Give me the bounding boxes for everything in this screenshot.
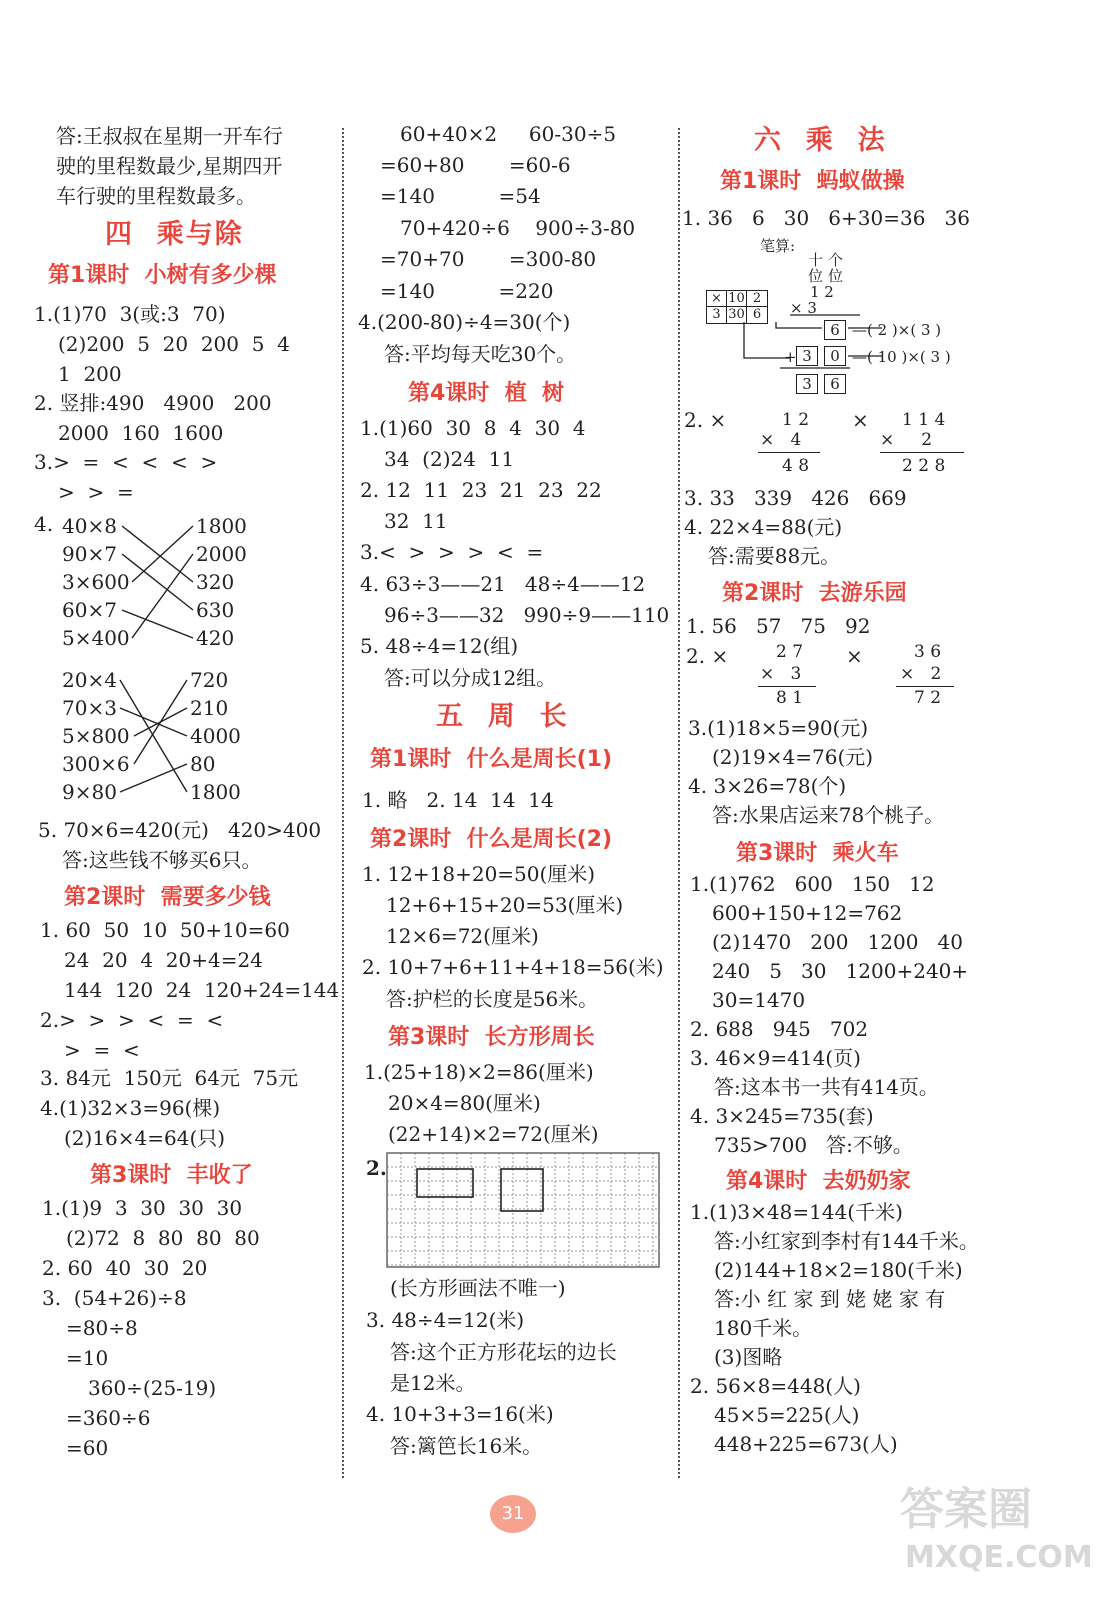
vert-line: × 2 [900, 664, 942, 684]
unit-title: 四 乘与除 [105, 219, 244, 250]
vert-line: 7 2 [914, 688, 942, 708]
match-left: 90×7 [62, 542, 117, 566]
note-line: —( 10 )×( 3 ) [852, 348, 951, 366]
question-number: 2. [366, 1156, 387, 1180]
answer-line: 20×4=80(厘米) [388, 1091, 541, 1115]
bisuan-label: 笔算: [760, 237, 796, 255]
answer-line: 4. 3×245=735(套) [690, 1104, 874, 1128]
answer-line: 2. 竖排:490 4900 200 [34, 391, 272, 415]
answer-line: 1. 56 57 75 92 [686, 614, 871, 638]
match-left: 3×600 [62, 570, 130, 594]
vert-line: 1 2 [782, 410, 810, 430]
match-right: 1800 [190, 780, 241, 804]
grid-drawing [386, 1152, 662, 1270]
answer-line: 答:平均每天吃30个。 [384, 342, 577, 366]
answer-line: 12+6+15+20=53(厘米) [386, 893, 624, 917]
table-cell: 2 [747, 291, 767, 307]
answer-line: × [852, 408, 869, 432]
answer-line: 30=1470 [712, 988, 806, 1012]
place-one: 个 [828, 251, 844, 269]
watermark-logo: 答案圈 [900, 1484, 1032, 1535]
answer-line: 2. 12 11 23 21 23 22 [360, 478, 602, 502]
answer-line: 3.< > > > < = [360, 540, 544, 564]
answer-line: 5. 48÷4=12(组) [360, 634, 519, 658]
answer-line: 600+150+12=762 [712, 901, 903, 925]
answer-line: (22+14)×2=72(厘米) [388, 1122, 599, 1146]
vert-rule [896, 686, 954, 687]
answer-line: 1.(25+18)×2=86(厘米) [364, 1060, 594, 1084]
answer-line: 答:小红家到李村有144千米。 [714, 1229, 979, 1253]
answer-line: 1. 36 6 30 6+30=36 36 [682, 206, 970, 230]
answer-line: 2. 60 40 30 20 [42, 1256, 208, 1280]
match-left: 5×400 [62, 626, 130, 650]
answer-line: 2. 688 945 702 [690, 1017, 869, 1041]
match-right: 4000 [190, 724, 241, 748]
answer-line: 4.(1)32×3=96(棵) [40, 1096, 221, 1120]
answer-line: 24 20 4 20+4=24 [64, 948, 263, 972]
answer-line: =360÷6 [66, 1406, 151, 1430]
result-box: 3 [796, 346, 818, 366]
answer-line: 70+420÷6 900÷3-80 [400, 216, 636, 240]
answer-line: 3. 84元 150元 64元 75元 [40, 1066, 299, 1090]
result-box: 6 [824, 320, 846, 340]
answer-line: 1.(1)3×48=144(千米) [690, 1200, 903, 1224]
result-box: 0 [824, 346, 846, 366]
answer-line: × [846, 644, 863, 668]
watermark-url: MXQE.COM [905, 1540, 1093, 1575]
vert-line: 3 6 [914, 642, 942, 662]
unit-title: 六 乘 法 [754, 125, 887, 156]
table-cell: × [707, 291, 727, 307]
match-right: 630 [196, 598, 235, 622]
answer-line: (2)200 5 20 200 5 4 [58, 332, 290, 356]
answer-line: 4. 22×4=88(元) [684, 515, 843, 539]
vert-line: × 4 [760, 430, 802, 450]
lesson-title: 第2课时 需要多少钱 [64, 885, 271, 910]
lesson-title: 第4课时 去奶奶家 [726, 1169, 911, 1194]
vert-line: 4 8 [782, 456, 810, 476]
table-cell: 3 [707, 307, 727, 323]
plus-sign: + [784, 348, 797, 366]
answer-line: 3. 48÷4=12(米) [366, 1308, 525, 1332]
answer-line: 144 120 24 120+24=144 [64, 978, 340, 1002]
answer-line: 3.> = < < < > [34, 450, 218, 474]
match-left: 20×4 [62, 668, 117, 692]
column-separator-2 [678, 128, 680, 1478]
answer-line: > > = [58, 480, 134, 504]
lesson-title: 第2课时 什么是周长(2) [370, 827, 613, 852]
vert-line: 2 7 [776, 642, 804, 662]
answer-line: 答:这些钱不够买6只。 [62, 848, 262, 872]
answer-line: 答:这本书一共有414页。 [714, 1075, 939, 1099]
answer-line: 答:水果店运来78个桃子。 [712, 803, 945, 827]
answer-line: =60 [66, 1436, 109, 1460]
answer-line: 4. 63÷3——21 48÷4——12 [360, 572, 646, 596]
answer-line: 735>700 答:不够。 [714, 1133, 913, 1157]
answer-line: 答:这个正方形花坛的边长 [390, 1340, 617, 1364]
answer-line: 2. 56×8=448(人) [690, 1374, 861, 1398]
answer-line: 1.(1)9 3 30 30 30 [42, 1196, 243, 1220]
note-line: —( 2 )×( 3 ) [852, 321, 942, 339]
match-left: 9×80 [62, 780, 117, 804]
result-box: 3 [796, 374, 818, 394]
answer-line: (2)16×4=64(只) [64, 1126, 226, 1150]
answer-line: 4.(200-80)÷4=30(个) [358, 310, 571, 334]
answer-line: 答:可以分成12组。 [384, 666, 557, 690]
match-left: 5×800 [62, 724, 130, 748]
place-wei-1: 位 [808, 267, 824, 285]
vert-line: 2 2 8 [902, 456, 946, 476]
answer-line: 12×6=72(厘米) [386, 924, 539, 948]
calc-number-1: 1 2 [810, 283, 834, 301]
vert-rule [758, 686, 816, 687]
answer-line: 360÷(25-19) [88, 1376, 217, 1400]
answer-line: > = < [64, 1038, 140, 1062]
answer-line: 是12米。 [390, 1371, 476, 1395]
result-box: 6 [824, 374, 846, 394]
answer-line: 32 11 [384, 509, 448, 533]
answer-line: (2)1470 200 1200 40 [712, 930, 963, 954]
answer-line: 车行驶的里程数最多。 [56, 184, 256, 208]
match-right: 420 [196, 626, 235, 650]
vert-line: × 2 [880, 430, 933, 450]
answer-line: =140 =220 [380, 279, 554, 303]
answer-line: 2.> > > < = < [40, 1008, 224, 1032]
answer-line: 5. 70×6=420(元) 420>400 [38, 818, 322, 842]
lesson-title: 第1课时 小树有多少棵 [48, 263, 277, 288]
lesson-title: 第2课时 去游乐园 [722, 581, 907, 606]
answer-line: =80÷8 [66, 1316, 138, 1340]
match-left: 60×7 [62, 598, 117, 622]
match-left: 40×8 [62, 514, 117, 538]
match-right: 210 [190, 696, 229, 720]
lesson-title: 第3课时 乘火车 [736, 841, 899, 866]
answer-line: 1. 60 50 10 50+10=60 [40, 918, 290, 942]
column-separator-1 [342, 128, 344, 1478]
match-left: 70×3 [62, 696, 117, 720]
lesson-title: 第3课时 丰收了 [90, 1163, 253, 1188]
answer-line: 240 5 30 1200+240+ [712, 959, 969, 983]
answer-line: 1. 12+18+20=50(厘米) [362, 862, 596, 886]
table-cell: 10 [727, 291, 747, 307]
answer-line: 答:需要88元。 [708, 544, 841, 568]
answer-line: 4. 10+3+3=16(米) [366, 1402, 554, 1426]
answer-line: 驶的里程数最少,星期四开 [56, 154, 283, 178]
answer-line: 34 (2)24 11 [384, 447, 515, 471]
answer-line: 3. 33 339 426 669 [684, 486, 907, 510]
unit-title: 五 周 长 [436, 701, 569, 732]
answer-line: =10 [66, 1346, 109, 1370]
answer-line: 2. × [686, 644, 729, 668]
answer-line: 2. 10+7+6+11+4+18=56(米) [362, 955, 664, 979]
match-right: 2000 [196, 542, 247, 566]
answer-line: 答:护栏的长度是56米。 [386, 987, 599, 1011]
page-number: 31 [490, 1495, 536, 1533]
answer-line: 3.(1)18×5=90(元) [688, 716, 869, 740]
place-wei-2: 位 [828, 267, 844, 285]
answer-line: 1 200 [58, 362, 122, 386]
answer-line: 1.(1)60 30 8 4 30 4 [360, 416, 586, 440]
answer-line: 2000 160 1600 [58, 421, 224, 445]
question-number: 4. [34, 512, 54, 536]
match-left: 300×6 [62, 752, 130, 776]
lesson-title: 第1课时 什么是周长(1) [370, 747, 613, 772]
answer-line: (2)72 8 80 80 80 [66, 1226, 260, 1250]
lesson-title: 第1课时 蚂蚁做操 [720, 169, 905, 194]
lesson-title: 第4课时 植 树 [408, 381, 564, 406]
calc-number-2: × 3 [790, 299, 817, 317]
answer-line: 答:小 红 家 到 姥 姥 家 有 [714, 1287, 946, 1311]
answer-line: 1. 略 2. 14 14 14 [362, 788, 554, 812]
answer-line: (2)144+18×2=180(千米) [714, 1258, 963, 1282]
answer-line: 答:篱笆长16米。 [390, 1434, 543, 1458]
answer-line: 3. 46×9=414(页) [690, 1046, 861, 1070]
lesson-title: 第3课时 长方形周长 [388, 1025, 595, 1050]
match-right: 720 [190, 668, 229, 692]
vert-line: × 3 [760, 664, 802, 684]
match-right: 80 [190, 752, 216, 776]
answer-line: (3)图略 [714, 1345, 783, 1369]
rectangle-2 [501, 1169, 543, 1211]
answer-line: 448+225=673(人) [714, 1432, 898, 1456]
answer-line: 3. (54+26)÷8 [42, 1286, 187, 1310]
answer-line: 45×5=225(人) [714, 1403, 860, 1427]
answer-line: 1.(1)762 600 150 12 [690, 872, 935, 896]
answer-line: 96÷3——32 990÷9——110 [384, 603, 670, 627]
answer-line: 4. 3×26=78(个) [688, 774, 847, 798]
vert-rule [758, 452, 820, 453]
vert-line: 8 1 [776, 688, 804, 708]
vert-line: 1 1 4 [902, 410, 946, 430]
vert-rule [880, 452, 964, 453]
table-cell: 6 [752, 307, 762, 322]
answer-line: (2)19×4=76(元) [712, 745, 874, 769]
table-cell: 30 [727, 307, 747, 323]
rectangle-1 [417, 1169, 473, 1197]
match-right: 320 [196, 570, 235, 594]
answer-line: =140 =54 [380, 184, 541, 208]
answer-line: 1.(1)70 3(或:3 70) [34, 302, 226, 326]
match-lines-2 [0, 0, 340, 820]
answer-line: 答:王叔叔在星期一开车行 [56, 124, 283, 148]
answer-line: (长方形画法不唯一) [390, 1276, 566, 1300]
answer-line: 180千米。 [714, 1316, 813, 1340]
match-right: 1800 [196, 514, 247, 538]
answer-line: 2. × [684, 408, 727, 432]
place-ten: 十 [808, 251, 824, 269]
answer-line: =60+80 =60-6 [380, 153, 571, 177]
answer-line: =70+70 =300-80 [380, 247, 597, 271]
answer-line: 60+40×2 60-30÷5 [400, 122, 617, 146]
